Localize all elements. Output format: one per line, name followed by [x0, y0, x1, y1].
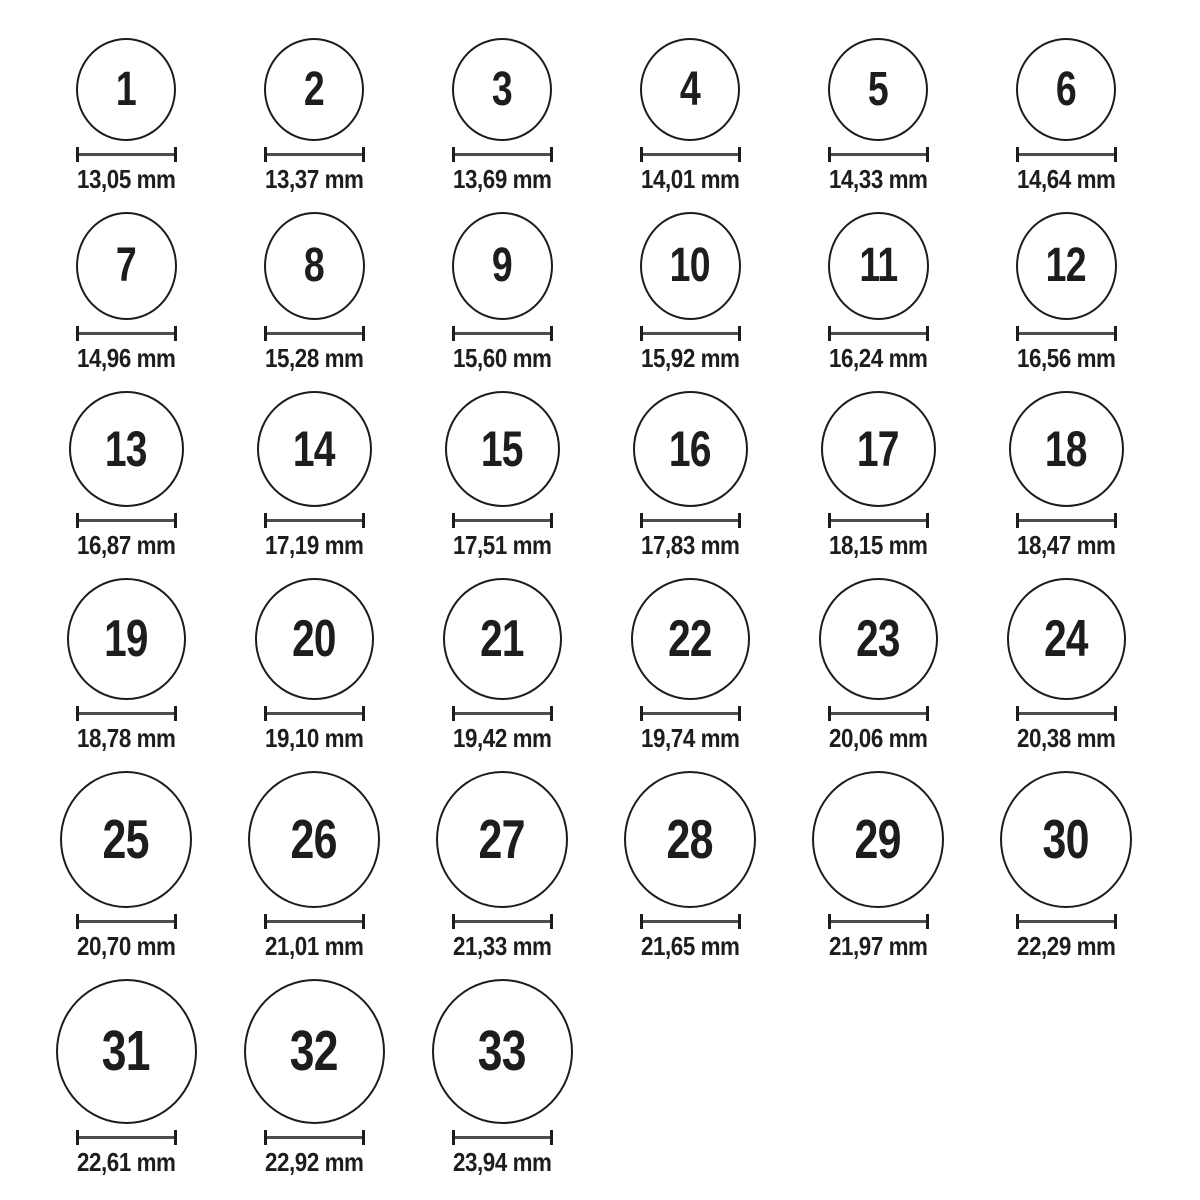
diameter-label: 15,60 mm: [452, 343, 552, 373]
ring-circle: [264, 212, 365, 320]
ring-size-cell: [972, 212, 1160, 372]
ring-size-number: 11: [858, 239, 898, 292]
ring-size-cell: [408, 212, 596, 372]
ring-circle: [821, 391, 936, 507]
ring-circle: [244, 979, 385, 1124]
ring-circle: [255, 578, 374, 700]
diameter-label: 14,33 mm: [828, 164, 928, 194]
diameter-ruler-icon: [76, 706, 177, 721]
ring-size-number: 8: [303, 239, 325, 292]
ring-size-cell: [220, 38, 408, 193]
ring-size-number: 10: [669, 239, 711, 292]
ring-size-row: [32, 771, 1200, 960]
ring-size-row: [32, 38, 1200, 193]
ring-circle: [828, 212, 929, 320]
diameter-ruler-icon: [1016, 147, 1117, 162]
ring-size-number: 14: [293, 421, 335, 477]
diameter-label: 21,65 mm: [640, 931, 740, 961]
ring-size-cell: [784, 391, 972, 559]
ring-size-number: 23: [856, 610, 900, 668]
ring-size-number: 6: [1055, 62, 1077, 116]
diameter-ruler-icon: [828, 914, 929, 929]
ring-circle: [248, 771, 380, 908]
ring-size-number: 13: [105, 421, 147, 477]
ring-circle: [640, 212, 741, 320]
ring-size-number: 5: [867, 62, 889, 116]
diameter-label: 23,94 mm: [452, 1147, 552, 1177]
diameter-label: 20,70 mm: [76, 931, 176, 961]
diameter-label: 13,05 mm: [76, 164, 176, 194]
diameter-label: 15,92 mm: [640, 343, 740, 373]
ring-size-number: 27: [478, 808, 526, 870]
ring-size-number: 29: [854, 808, 902, 870]
diameter-label: 22,29 mm: [1016, 931, 1116, 961]
diameter-ruler-icon: [452, 1130, 553, 1145]
ring-size-cell: [596, 391, 784, 559]
ring-size-number: 17: [857, 421, 899, 477]
diameter-ruler-icon: [1016, 706, 1117, 721]
ring-circle: [264, 38, 364, 141]
ring-circle: [452, 212, 553, 320]
ring-circle: [445, 391, 560, 507]
diameter-ruler-icon: [640, 147, 741, 162]
ring-size-cell: [972, 391, 1160, 559]
diameter-ruler-icon: [828, 326, 929, 341]
diameter-ruler-icon: [264, 706, 365, 721]
ring-size-row: [32, 578, 1200, 752]
ring-size-cell: [972, 38, 1160, 193]
ring-size-cell: [32, 979, 220, 1176]
ring-size-cell: [32, 212, 220, 372]
diameter-label: 14,01 mm: [640, 164, 740, 194]
ring-circle: [436, 771, 568, 908]
diameter-label: 16,87 mm: [76, 530, 176, 560]
ring-size-cell: [220, 578, 408, 752]
diameter-ruler-icon: [828, 147, 929, 162]
ring-circle: [1000, 771, 1132, 908]
diameter-ruler-icon: [76, 326, 177, 341]
ring-size-cell: [784, 578, 972, 752]
ring-size-cell: [408, 38, 596, 193]
diameter-ruler-icon: [640, 914, 741, 929]
ring-size-cell: [596, 38, 784, 193]
diameter-label: 17,19 mm: [264, 530, 364, 560]
diameter-ruler-icon: [640, 513, 741, 528]
diameter-ruler-icon: [452, 706, 553, 721]
diameter-label: 16,56 mm: [1016, 343, 1116, 373]
diameter-label: 21,97 mm: [828, 931, 928, 961]
diameter-label: 22,61 mm: [76, 1147, 176, 1177]
ring-circle: [67, 578, 186, 700]
ring-size-cell: [784, 771, 972, 960]
ring-circle: [69, 391, 184, 507]
ring-size-cell: [220, 979, 408, 1176]
ring-circle: [60, 771, 192, 908]
ring-size-cell: [220, 212, 408, 372]
diameter-ruler-icon: [264, 1130, 365, 1145]
ring-circle: [1007, 578, 1126, 700]
ring-size-number: 7: [115, 239, 137, 292]
diameter-label: 20,06 mm: [828, 723, 928, 753]
diameter-label: 13,37 mm: [264, 164, 364, 194]
ring-size-number: 24: [1044, 610, 1088, 668]
ring-circle: [432, 979, 573, 1124]
ring-size-cell: [408, 979, 596, 1176]
diameter-ruler-icon: [828, 706, 929, 721]
ring-circle: [819, 578, 938, 700]
ring-size-number: 3: [491, 62, 513, 116]
ring-size-number: 1: [115, 62, 137, 116]
diameter-ruler-icon: [76, 914, 177, 929]
diameter-label: 21,33 mm: [452, 931, 552, 961]
ring-size-cell: [220, 771, 408, 960]
ring-size-row: [32, 979, 1200, 1176]
ring-size-cell: [32, 391, 220, 559]
ring-circle: [443, 578, 562, 700]
ring-size-number: 31: [102, 1019, 150, 1083]
ring-size-cell: [32, 771, 220, 960]
ring-size-number: 28: [666, 808, 714, 870]
ring-size-cell: [972, 578, 1160, 752]
ring-size-cell: [408, 771, 596, 960]
diameter-ruler-icon: [828, 513, 929, 528]
diameter-label: 20,38 mm: [1016, 723, 1116, 753]
diameter-label: 15,28 mm: [264, 343, 364, 373]
diameter-ruler-icon: [640, 326, 741, 341]
ring-circle: [828, 38, 928, 141]
ring-circle: [624, 771, 756, 908]
ring-size-number: 20: [292, 610, 336, 668]
diameter-label: 18,78 mm: [76, 723, 176, 753]
ring-size-number: 22: [668, 610, 712, 668]
diameter-ruler-icon: [452, 513, 553, 528]
ring-circle: [56, 979, 197, 1124]
ring-size-row: [32, 212, 1200, 372]
ring-circle: [1016, 38, 1116, 141]
diameter-ruler-icon: [452, 326, 553, 341]
ring-size-number: 30: [1042, 808, 1090, 870]
ring-size-number: 12: [1045, 239, 1087, 292]
ring-circle: [76, 212, 177, 320]
ring-size-cell: [32, 38, 220, 193]
ring-size-cell: [408, 391, 596, 559]
ring-size-cell: [972, 771, 1160, 960]
ring-circle: [631, 578, 750, 700]
ring-size-number: 21: [480, 610, 524, 668]
diameter-label: 19,74 mm: [640, 723, 740, 753]
ring-size-number: 33: [478, 1019, 526, 1083]
ring-size-number: 18: [1045, 421, 1087, 477]
ring-circle: [812, 771, 944, 908]
ring-size-cell: [596, 771, 784, 960]
diameter-ruler-icon: [1016, 326, 1117, 341]
diameter-label: 14,64 mm: [1016, 164, 1116, 194]
ring-size-cell: [784, 212, 972, 372]
diameter-ruler-icon: [1016, 513, 1117, 528]
ring-circle: [452, 38, 552, 141]
ring-size-number: 9: [491, 239, 513, 292]
diameter-ruler-icon: [264, 914, 365, 929]
ring-size-number: 16: [669, 421, 711, 477]
ring-size-number: 25: [102, 808, 150, 870]
diameter-label: 22,92 mm: [264, 1147, 364, 1177]
ring-size-row: [32, 391, 1200, 559]
diameter-label: 19,10 mm: [264, 723, 364, 753]
ring-size-number: 32: [290, 1019, 338, 1083]
diameter-ruler-icon: [264, 513, 365, 528]
diameter-label: 18,47 mm: [1016, 530, 1116, 560]
diameter-label: 17,83 mm: [640, 530, 740, 560]
ring-size-cell: [32, 578, 220, 752]
ring-circle: [76, 38, 176, 141]
ring-size-number: 4: [679, 62, 701, 116]
ring-size-number: 2: [303, 62, 325, 116]
diameter-ruler-icon: [76, 513, 177, 528]
ring-size-cell: [596, 578, 784, 752]
ring-size-number: 26: [290, 808, 338, 870]
ring-circle: [1009, 391, 1124, 507]
diameter-ruler-icon: [1016, 914, 1117, 929]
ring-circle: [257, 391, 372, 507]
diameter-label: 14,96 mm: [76, 343, 176, 373]
diameter-label: 16,24 mm: [828, 343, 928, 373]
diameter-label: 21,01 mm: [264, 931, 364, 961]
ring-size-cell: [408, 578, 596, 752]
ring-size-cell: [220, 391, 408, 559]
ring-size-number: 19: [104, 610, 148, 668]
diameter-ruler-icon: [264, 147, 365, 162]
diameter-ruler-icon: [76, 1130, 177, 1145]
ring-size-number: 15: [481, 421, 523, 477]
ring-size-cell: [596, 212, 784, 372]
ring-circle: [1016, 212, 1117, 320]
diameter-ruler-icon: [452, 914, 553, 929]
diameter-ruler-icon: [452, 147, 553, 162]
diameter-label: 19,42 mm: [452, 723, 552, 753]
diameter-label: 13,69 mm: [452, 164, 552, 194]
diameter-label: 18,15 mm: [828, 530, 928, 560]
diameter-ruler-icon: [640, 706, 741, 721]
ring-circle: [633, 391, 748, 507]
ring-circle: [640, 38, 740, 141]
ring-size-cell: [784, 38, 972, 193]
diameter-ruler-icon: [264, 326, 365, 341]
diameter-label: 17,51 mm: [452, 530, 552, 560]
diameter-ruler-icon: [76, 147, 177, 162]
